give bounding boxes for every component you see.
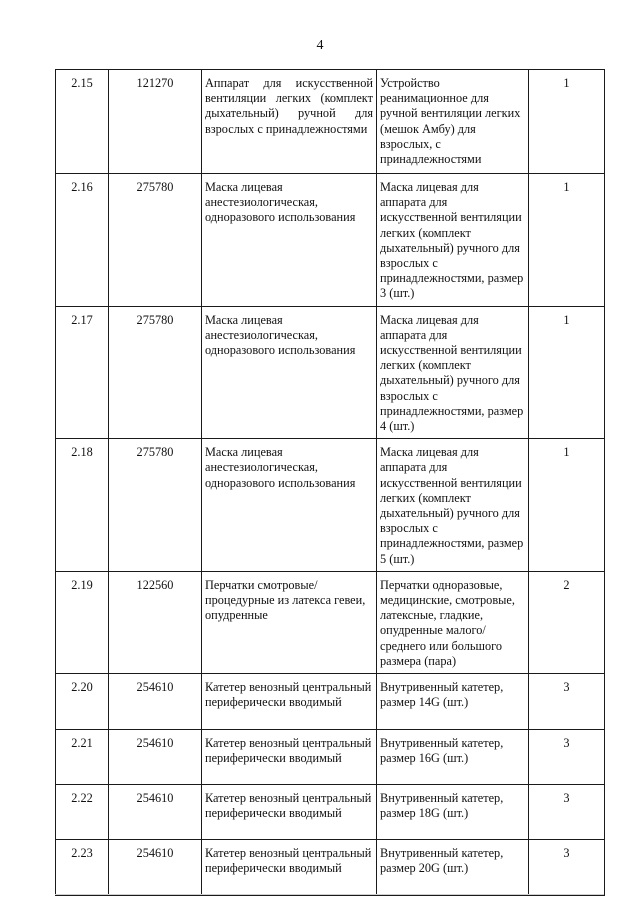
table-row [56,785,605,840]
row-number: 2.22 [56,785,109,840]
row-quantity: 2 [529,571,605,673]
row-name: Катетер венозный центральный периферически вводимый [202,674,377,730]
row-description: Маска лицевая для аппарата для искусственной вентиляции легких (комплект дыхательный) ручного для взрослых с принадлежностями, размер 3 (шт.) [377,174,529,307]
row-description: Внутривенный катетер, размер 16G (шт.) [377,730,529,785]
row-name: Аппарат для искусственной вентиляции легких (комплект дыхательный) ручной для взрослых с принадлежностями [202,70,377,174]
row-number: 2.17 [56,306,109,439]
row-quantity: 3 [529,840,605,896]
row-description: Маска лицевая для аппарата для искусственной вентиляции легких (комплект дыхательный) ручного для взрослых с принадлежностями, размер 4 (шт.) [377,306,529,439]
row-description: Перчатки одноразовые, медицинские, смотровые, латексные, гладкие, опудренные малого/среднего или большого размера (пара) [377,571,529,673]
table-row [56,571,605,673]
row-name: Катетер венозный центральный периферически вводимый [202,840,377,896]
table-row [56,306,605,439]
row-name: Перчатки смотровые/процедурные из латекса гевеи, опудренные [202,571,377,673]
row-name: Катетер венозный центральный периферически вводимый [202,730,377,785]
row-name: Маска лицевая анестезиологическая, одноразового использования [202,174,377,307]
page-number: 4 [316,38,324,53]
row-code: 275780 [109,174,202,307]
row-quantity: 3 [529,730,605,785]
row-number: 2.20 [56,674,109,730]
row-quantity: 3 [529,674,605,730]
table-row [56,70,605,174]
row-description: Устройство реанимационное для ручной вентиляции легких (мешок Амбу) для взрослых, с принадлежностями [377,70,529,174]
row-number: 2.16 [56,174,109,307]
row-quantity: 1 [529,70,605,174]
row-quantity: 1 [529,439,605,572]
row-number: 2.21 [56,730,109,785]
row-name: Маска лицевая анестезиологическая, одноразового использования [202,439,377,572]
equipment-table [55,69,605,896]
row-number: 2.15 [56,70,109,174]
row-name: Маска лицевая анестезиологическая, одноразового использования [202,306,377,439]
table-row [56,674,605,730]
page-bottom-divider [55,894,604,895]
row-code: 254610 [109,840,202,896]
row-code: 254610 [109,785,202,840]
row-number: 2.18 [56,439,109,572]
row-quantity: 1 [529,306,605,439]
row-description: Внутривенный катетер, размер 18G (шт.) [377,785,529,840]
table-row [56,174,605,307]
table-row [56,730,605,785]
table-row [56,840,605,896]
row-number: 2.19 [56,571,109,673]
row-number: 2.23 [56,840,109,896]
row-code: 121270 [109,70,202,174]
row-description: Внутривенный катетер, размер 20G (шт.) [377,840,529,896]
row-code: 275780 [109,306,202,439]
row-code: 122560 [109,571,202,673]
table-row [56,439,605,572]
row-code: 254610 [109,730,202,785]
row-code: 254610 [109,674,202,730]
row-code: 275780 [109,439,202,572]
row-description: Маска лицевая для аппарата для искусственной вентиляции легких (комплект дыхательный) ручного для взрослых с принадлежностями, размер 5 (шт.) [377,439,529,572]
row-quantity: 1 [529,174,605,307]
row-quantity: 3 [529,785,605,840]
row-name: Катетер венозный центральный периферически вводимый [202,785,377,840]
row-description: Внутривенный катетер, размер 14G (шт.) [377,674,529,730]
